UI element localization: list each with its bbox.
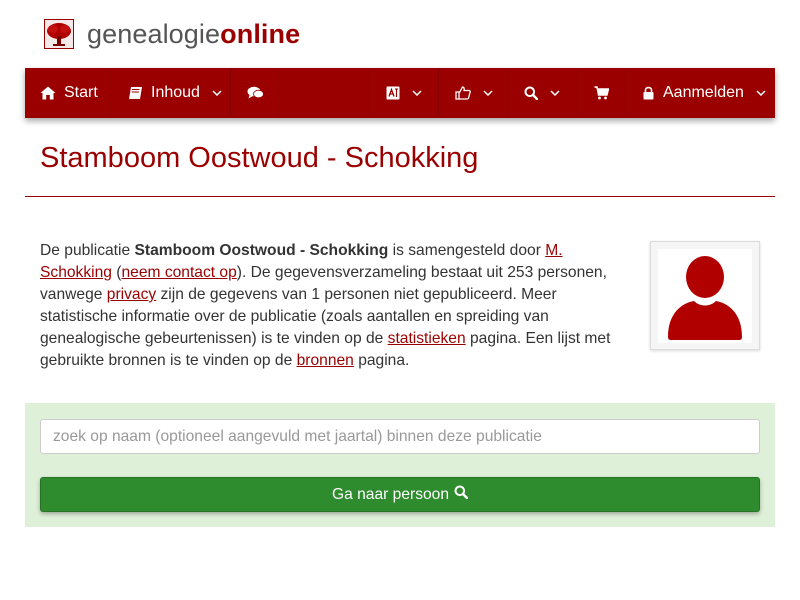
chevron-down-icon — [550, 90, 560, 96]
intro-text: is samengesteld door — [388, 242, 546, 259]
home-icon — [40, 86, 56, 100]
nav-contents-label: Inhoud — [151, 84, 200, 101]
nav-search[interactable] — [508, 68, 578, 118]
nav-signin[interactable] — [626, 68, 775, 118]
go-to-person-button[interactable] — [40, 477, 760, 512]
divider — [25, 196, 775, 197]
publication-intro — [40, 240, 612, 372]
person-search-input[interactable] — [40, 419, 760, 454]
chevron-down-icon — [483, 90, 493, 96]
search-panel — [25, 403, 775, 527]
chevron-down-icon — [756, 90, 766, 96]
statistics-link[interactable]: statistieken — [387, 330, 466, 347]
go-to-person-label: Ga naar persoon — [331, 485, 450, 503]
thumbs-up-icon — [455, 86, 471, 100]
search-icon — [524, 86, 538, 100]
intro-text: De publicatie — [40, 242, 135, 259]
user-icon — [658, 249, 752, 343]
intro-text: ( — [111, 264, 122, 281]
publication-name: Stamboom Oostwoud - Schokking — [134, 242, 389, 259]
nav-shop[interactable] — [578, 68, 626, 118]
intro-text: zijn de gegevens van 1 personen niet gepubliceerd. Meer statistische informatie over de publicatie (zoals aantallen en spreiding van genealogische gebeurtenissen) is te vinden op de — [40, 286, 557, 347]
lock-icon — [643, 86, 654, 100]
nav-spacer — [280, 68, 370, 118]
chevron-down-icon — [412, 90, 422, 96]
nav-messages[interactable] — [231, 68, 280, 118]
sources-link[interactable]: bronnen — [296, 352, 354, 369]
chevron-down-icon — [212, 90, 222, 96]
nav-language[interactable] — [370, 68, 439, 118]
nav-share[interactable] — [439, 68, 508, 118]
author-avatar[interactable] — [650, 241, 760, 350]
main-navbar — [25, 68, 775, 118]
intro-text: ). De gegevensverzameling bestaat uit 253 personen, vanwege — [40, 264, 607, 303]
intro-text: pagina. — [353, 352, 410, 369]
language-icon — [386, 86, 400, 100]
comments-icon — [247, 86, 264, 100]
nav-start-label: Start — [64, 84, 98, 101]
nav-start[interactable] — [25, 68, 112, 118]
page-title: Stamboom Oostwoud - Schokking — [40, 142, 479, 174]
author-link[interactable]: M. Schokking — [40, 242, 563, 281]
search-icon — [449, 485, 468, 504]
tree-icon — [44, 19, 74, 49]
nav-signin-label: Aanmelden — [663, 84, 744, 101]
brand-name: genealogieonline — [87, 19, 301, 49]
nav-contents[interactable] — [112, 68, 231, 118]
privacy-link[interactable]: privacy — [106, 286, 157, 303]
contact-link[interactable]: neem contact op — [121, 264, 237, 281]
book-icon — [128, 86, 143, 100]
intro-text: pagina. Een lijst met gebruikte bronnen is te vinden op de — [40, 330, 611, 369]
brand[interactable] — [44, 16, 300, 52]
cart-icon — [594, 86, 609, 100]
